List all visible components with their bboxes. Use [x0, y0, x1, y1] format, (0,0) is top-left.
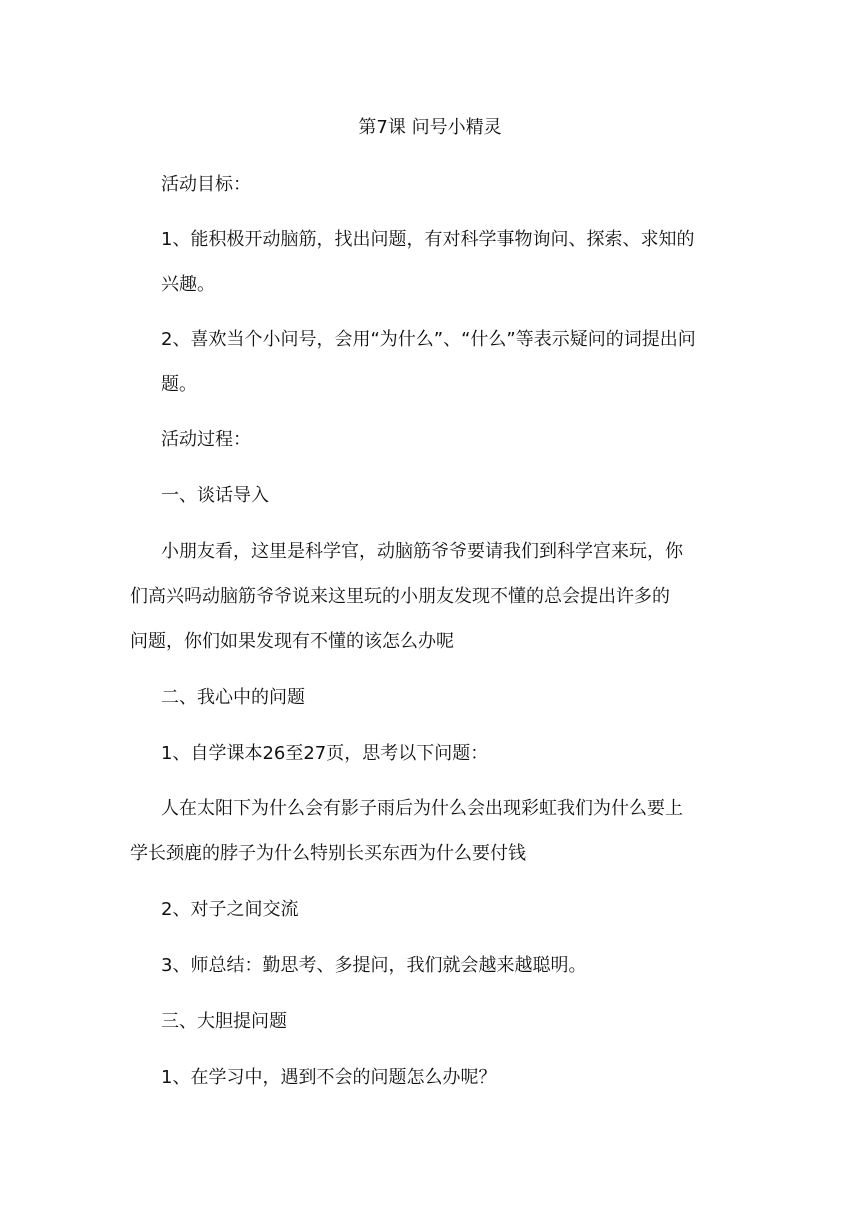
goal-1-line-1: 1、能积极开动脑筋，找出问题，有对科学事物询问、探索、求知的 [161, 229, 695, 250]
lesson-title: 第7课 问号小精灵 [358, 117, 502, 138]
section-heading-goals: 活动目标： [161, 174, 251, 195]
step-2-item-1: 1、自学课本26至27页，思考以下问题： [161, 743, 489, 764]
questions-line-2: 学长颈鹿的脖子为什么特别长买东西为什么要付钱 [130, 843, 526, 864]
paragraph-intro-line-1: 小朋友看，这里是科学官，动脑筋爷爷要请我们到科学宫来玩，你 [161, 541, 683, 562]
goal-2-line-2: 题。 [161, 374, 197, 395]
goal-2-line-1: 2、喜欢当个小问号，会用“为什么”、“什么”等表示疑问的词提出问 [161, 329, 696, 350]
questions-line-1: 人在太阳下为什么会有影子雨后为什么会出现彩虹我们为什么要上 [161, 798, 683, 819]
step-heading-1: 一、谈话导入 [161, 485, 269, 506]
step-3-item-1: 1、在学习中，遇到不会的问题怎么办呢？ [161, 1067, 497, 1088]
goal-1-line-2: 兴趣。 [161, 274, 215, 295]
step-heading-2: 二、我心中的问题 [161, 687, 305, 708]
step-heading-3: 三、大胆提问题 [161, 1011, 287, 1032]
paragraph-intro-line-3: 问题，你们如果发现有不懂的该怎么办呢 [130, 631, 454, 652]
step-2-item-3: 3、师总结：勤思考、多提问，我们就会越来越聪明。 [161, 955, 587, 976]
paragraph-intro-line-2: 们高兴吗动脑筋爷爷说来这里玩的小朋友发现不懂的总会提出许多的 [130, 586, 670, 607]
section-heading-process: 活动过程： [161, 429, 251, 450]
step-2-item-2: 2、对子之间交流 [161, 899, 299, 920]
